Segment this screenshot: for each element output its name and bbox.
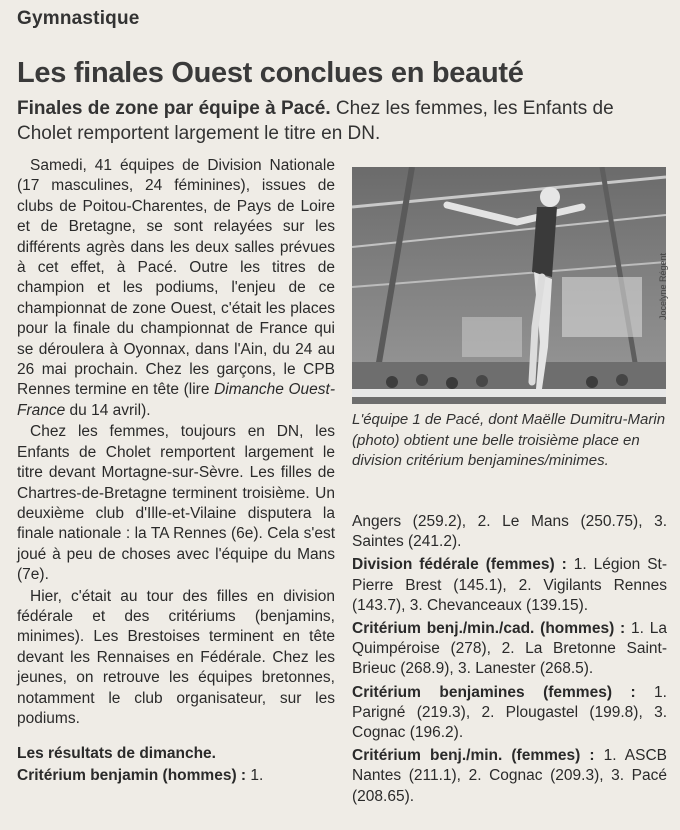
paragraph-1 [17, 156, 335, 421]
results-first-line [17, 766, 335, 786]
result-item [352, 746, 667, 807]
standfirst-text: Chez les femmes, les Enfants de Cholet remportent largement le titre en DN. [17, 98, 614, 144]
result-text: 1. Parigné (219.3), 2. Plougastel (199.8), 3. Cognac (196.2). [352, 683, 667, 742]
paragraph-3: Hier, c'était au tour des filles en division fédérale et des critériums (benjamins, minimes). Les Brestoises terminent en tête devant les Rennaises en Fédérale. Chez les jeunes, on retrouve les équipes bretonnes, notamment le club organisateur, sur les podiums. [17, 587, 335, 727]
result-label: Critérium benj./min. (femmes) : [352, 747, 595, 765]
result-item [352, 683, 667, 744]
result-label: Division fédérale (femmes) : [352, 556, 567, 574]
paragraph-2: Chez les femmes, toujours en DN, les Enfants de Cholet remportent largement le titre devant Mortagne-sur-Sèvre. Les filles de Chartres-de-Bretagne terminent troisième. Un deuxième club d'Ille-et-Vilaine disputera la finale nationale : la TA Rennes (6e). Cela s'est joué à peu de choses avec l'équipe du Mans (7e). [17, 423, 335, 584]
gymnast-photo-illustration [352, 167, 666, 404]
result-label: Critérium benj./min./cad. (hommes) : [352, 620, 626, 638]
paragraph-1-text: Samedi, 41 équipes de Division Nationale (17 masculines, 24 féminines), issues de clubs de Poitou-Charentes, de Pays de Loire et de Bretagne, se sont relayées sur les différents agrès dans les deux salles prévues à cet effet, à Pacé. Outre les titres de champion et les podiums, l'enjeu de ce championnat de zone Ouest, c'était les places pour la finale du championnat de France qui se déroulera à Oyonnax, dans l'Ain, du 24 au 26 mai prochain. Chez les garçons, le CPB Rennes termine en tête (lire [17, 157, 335, 399]
results-first-start: 1. [246, 766, 264, 784]
result-text: 1. ASCB Nantes (211.1), 2. Cognac (209.3), 3. Pacé (208.65). [352, 747, 667, 805]
standfirst-lead: Finales de zone par équipe à Pacé. [17, 98, 331, 119]
headline: Les finales Ouest conclues en beauté [17, 57, 524, 89]
paragraph-1-end: du 14 avril). [65, 401, 151, 419]
results-heading: Les résultats de dimanche. [17, 745, 216, 763]
result-text: 1. La Quimpéroise (278), 2. La Bretonne Saint-Brieuc (268.9), 3. Lanester (268.5). [352, 620, 667, 678]
result-text: 1. Légion St-Pierre Brest (145.1), 2. Vigilants Rennes (143.7), 3. Chevanceaux (139.15). [352, 556, 667, 614]
result-label: Critérium benjamines (femmes) : [352, 683, 636, 701]
results-right-column [352, 512, 667, 807]
photo-caption: L'équipe 1 de Pacé, dont Maëlle Dumitru-Marin (photo) obtient une belle troisième place en division critérium benjamines/minimes. [352, 411, 666, 469]
article-body-left-column [17, 156, 335, 786]
results-continued: Angers (259.2), 2. Le Mans (250.75), 3. Saintes (241.2). [352, 513, 667, 551]
section-rubric: Gymnastique [17, 8, 140, 29]
photo-credit: Jocelyne Régent [658, 252, 668, 320]
standfirst [17, 96, 667, 146]
gymnast-photo [352, 167, 666, 404]
result-item [352, 555, 667, 616]
newspaper-reference: Dimanche Ouest-France [17, 381, 335, 419]
result-item [352, 619, 667, 680]
results-first-label: Critérium benjamin (hommes) : [17, 766, 247, 784]
